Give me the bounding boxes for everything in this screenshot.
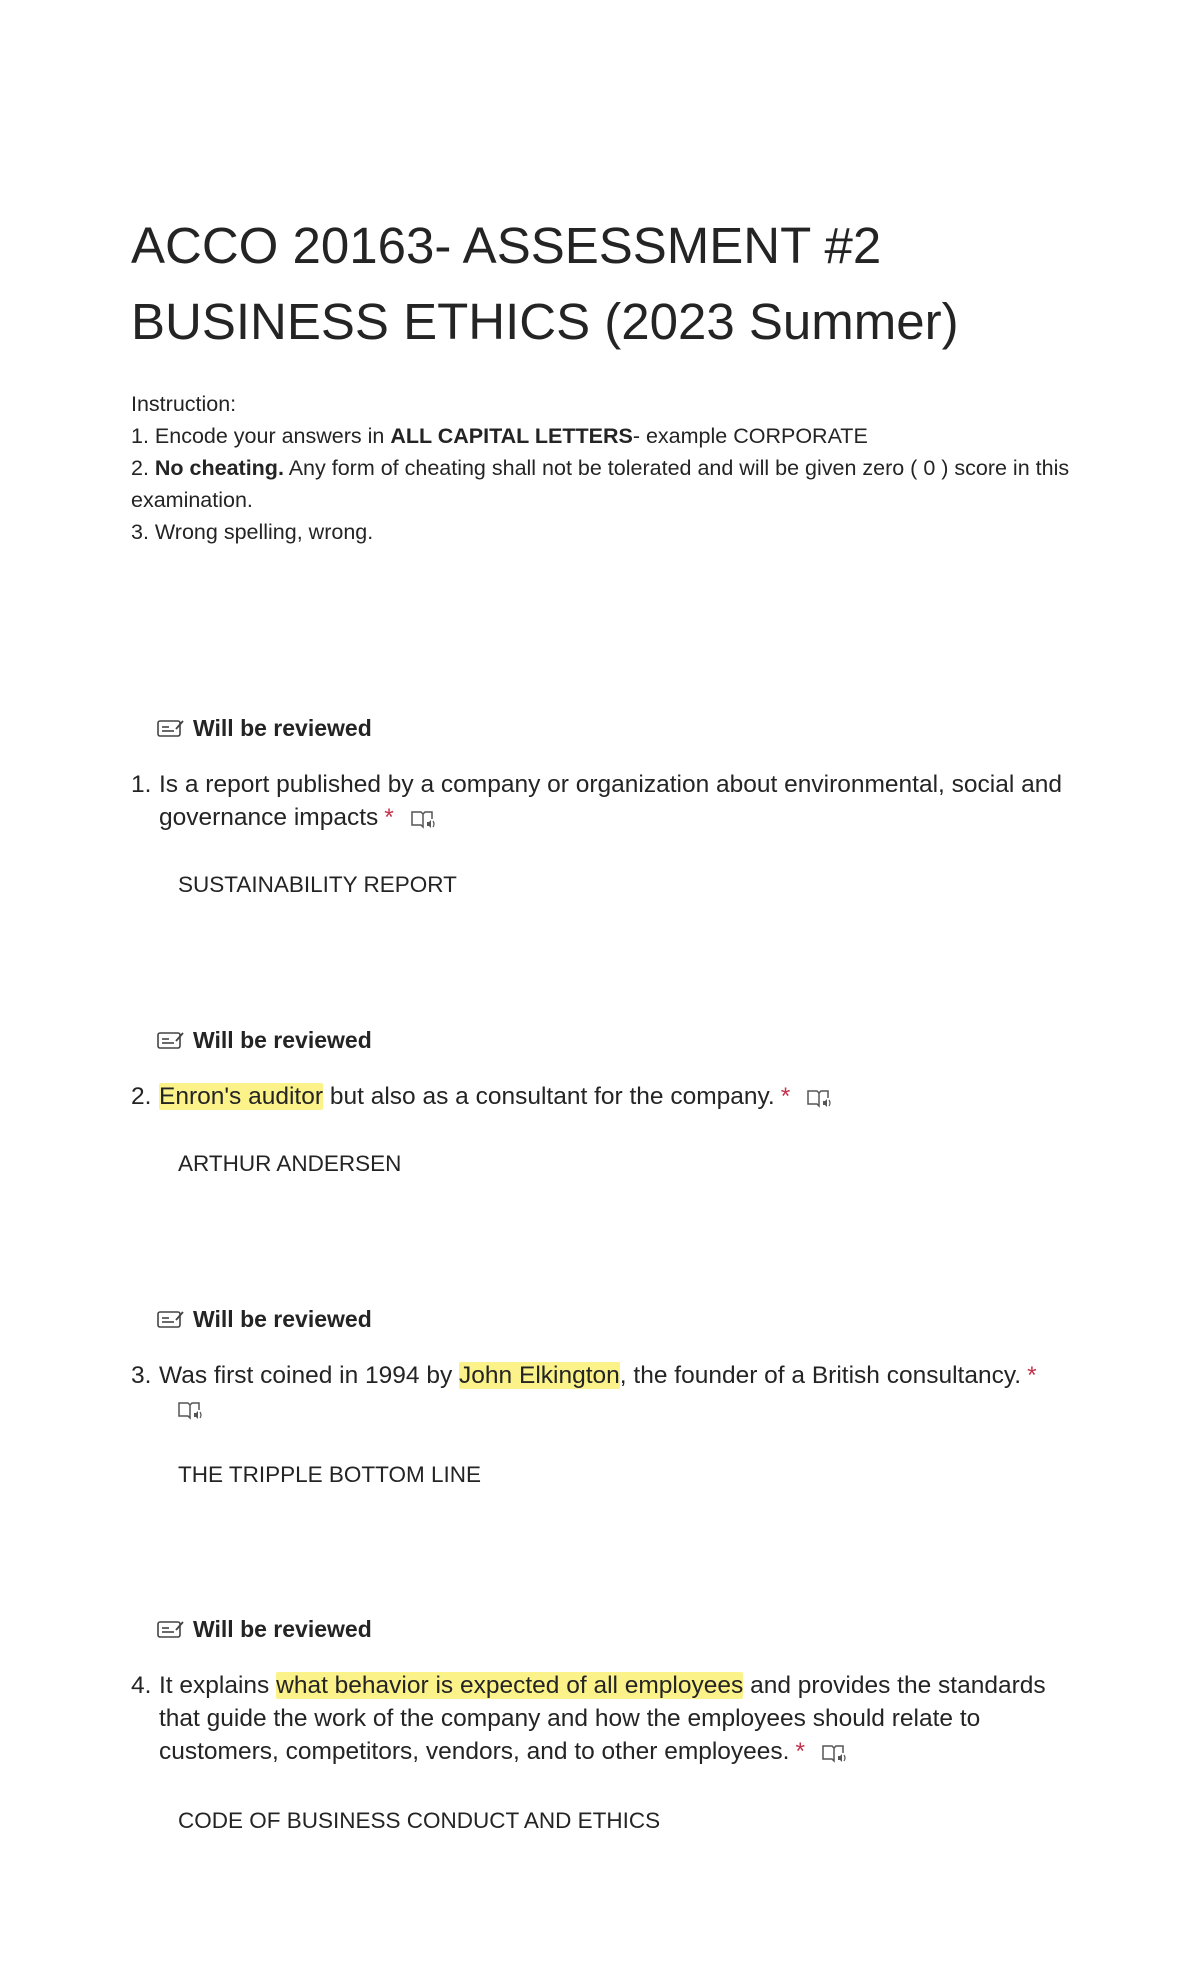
review-badge [157,1613,372,1645]
review-card-icon [157,718,185,738]
immersive-reader-icon[interactable] [821,1742,847,1764]
review-badge [157,712,372,744]
review-card-icon [157,1619,185,1639]
highlighted-text: Enron's auditor [159,1083,324,1110]
review-label: Will be reviewed [193,1305,372,1332]
answer-text[interactable]: THE TRIPPLE BOTTOM LINE [178,1462,481,1487]
question-text: Is a report published by a company or organization about environmental, social and governance impacts * [159,771,1062,831]
question-number: 1. [131,771,152,798]
required-asterisk: * [795,1738,806,1765]
instruction-line-2: 2. No cheating. Any form of cheating shall not be tolerated and will be given zero ( 0 ) score in this examination. [131,456,1070,512]
question-number: 4. [131,1672,152,1699]
required-asterisk: * [384,804,394,831]
question-1 [131,768,1091,834]
question-number: 2. [131,1083,152,1110]
highlighted-text: John Elkington [459,1362,620,1389]
question-text: It explains what behavior is expected of all employees and provides the standards that guide the work of the company and how the employees should relate to customers, competitors, vendors, and to other employees. * [159,1672,1046,1765]
required-asterisk: * [780,1083,791,1110]
required-asterisk: * [1027,1362,1037,1389]
question-text: Was first coined in 1994 by John Elkington, the founder of a British consultancy. * [159,1359,1091,1425]
instructions-heading: Instruction: [131,392,237,416]
review-badge [157,1303,372,1335]
answer-text[interactable]: CODE OF BUSINESS CONDUCT AND ETHICS [178,1808,661,1833]
immersive-reader-icon[interactable] [410,808,436,830]
answer-text[interactable]: ARTHUR ANDERSEN [178,1151,402,1176]
answer-text[interactable]: SUSTAINABILITY REPORT [178,872,457,897]
form-title: ACCO 20163- ASSESSMENT #2 BUSINESS ETHICS (2023 Summer) [131,217,959,350]
review-label: Will be reviewed [193,714,372,741]
review-label: Will be reviewed [193,1026,372,1053]
instruction-line-1: 1. Encode your answers in ALL CAPITAL LETTERS- example CORPORATE [131,424,868,448]
immersive-reader-icon[interactable] [177,1399,203,1421]
question-4 [131,1669,1091,1768]
immersive-reader-icon[interactable] [806,1087,832,1109]
review-card-icon [157,1030,185,1050]
review-label: Will be reviewed [193,1615,372,1642]
form-instructions [131,388,1111,548]
question-3 [131,1359,1091,1425]
question-text: Enron's auditor but also as a consultant for the company. * [159,1080,1091,1113]
instruction-line-3: 3. Wrong spelling, wrong. [131,520,374,544]
review-badge [157,1024,372,1056]
review-card-icon [157,1309,185,1329]
highlighted-text: what behavior is expected of all employees [276,1672,744,1699]
question-2 [131,1080,1091,1113]
question-number: 3. [131,1362,152,1389]
